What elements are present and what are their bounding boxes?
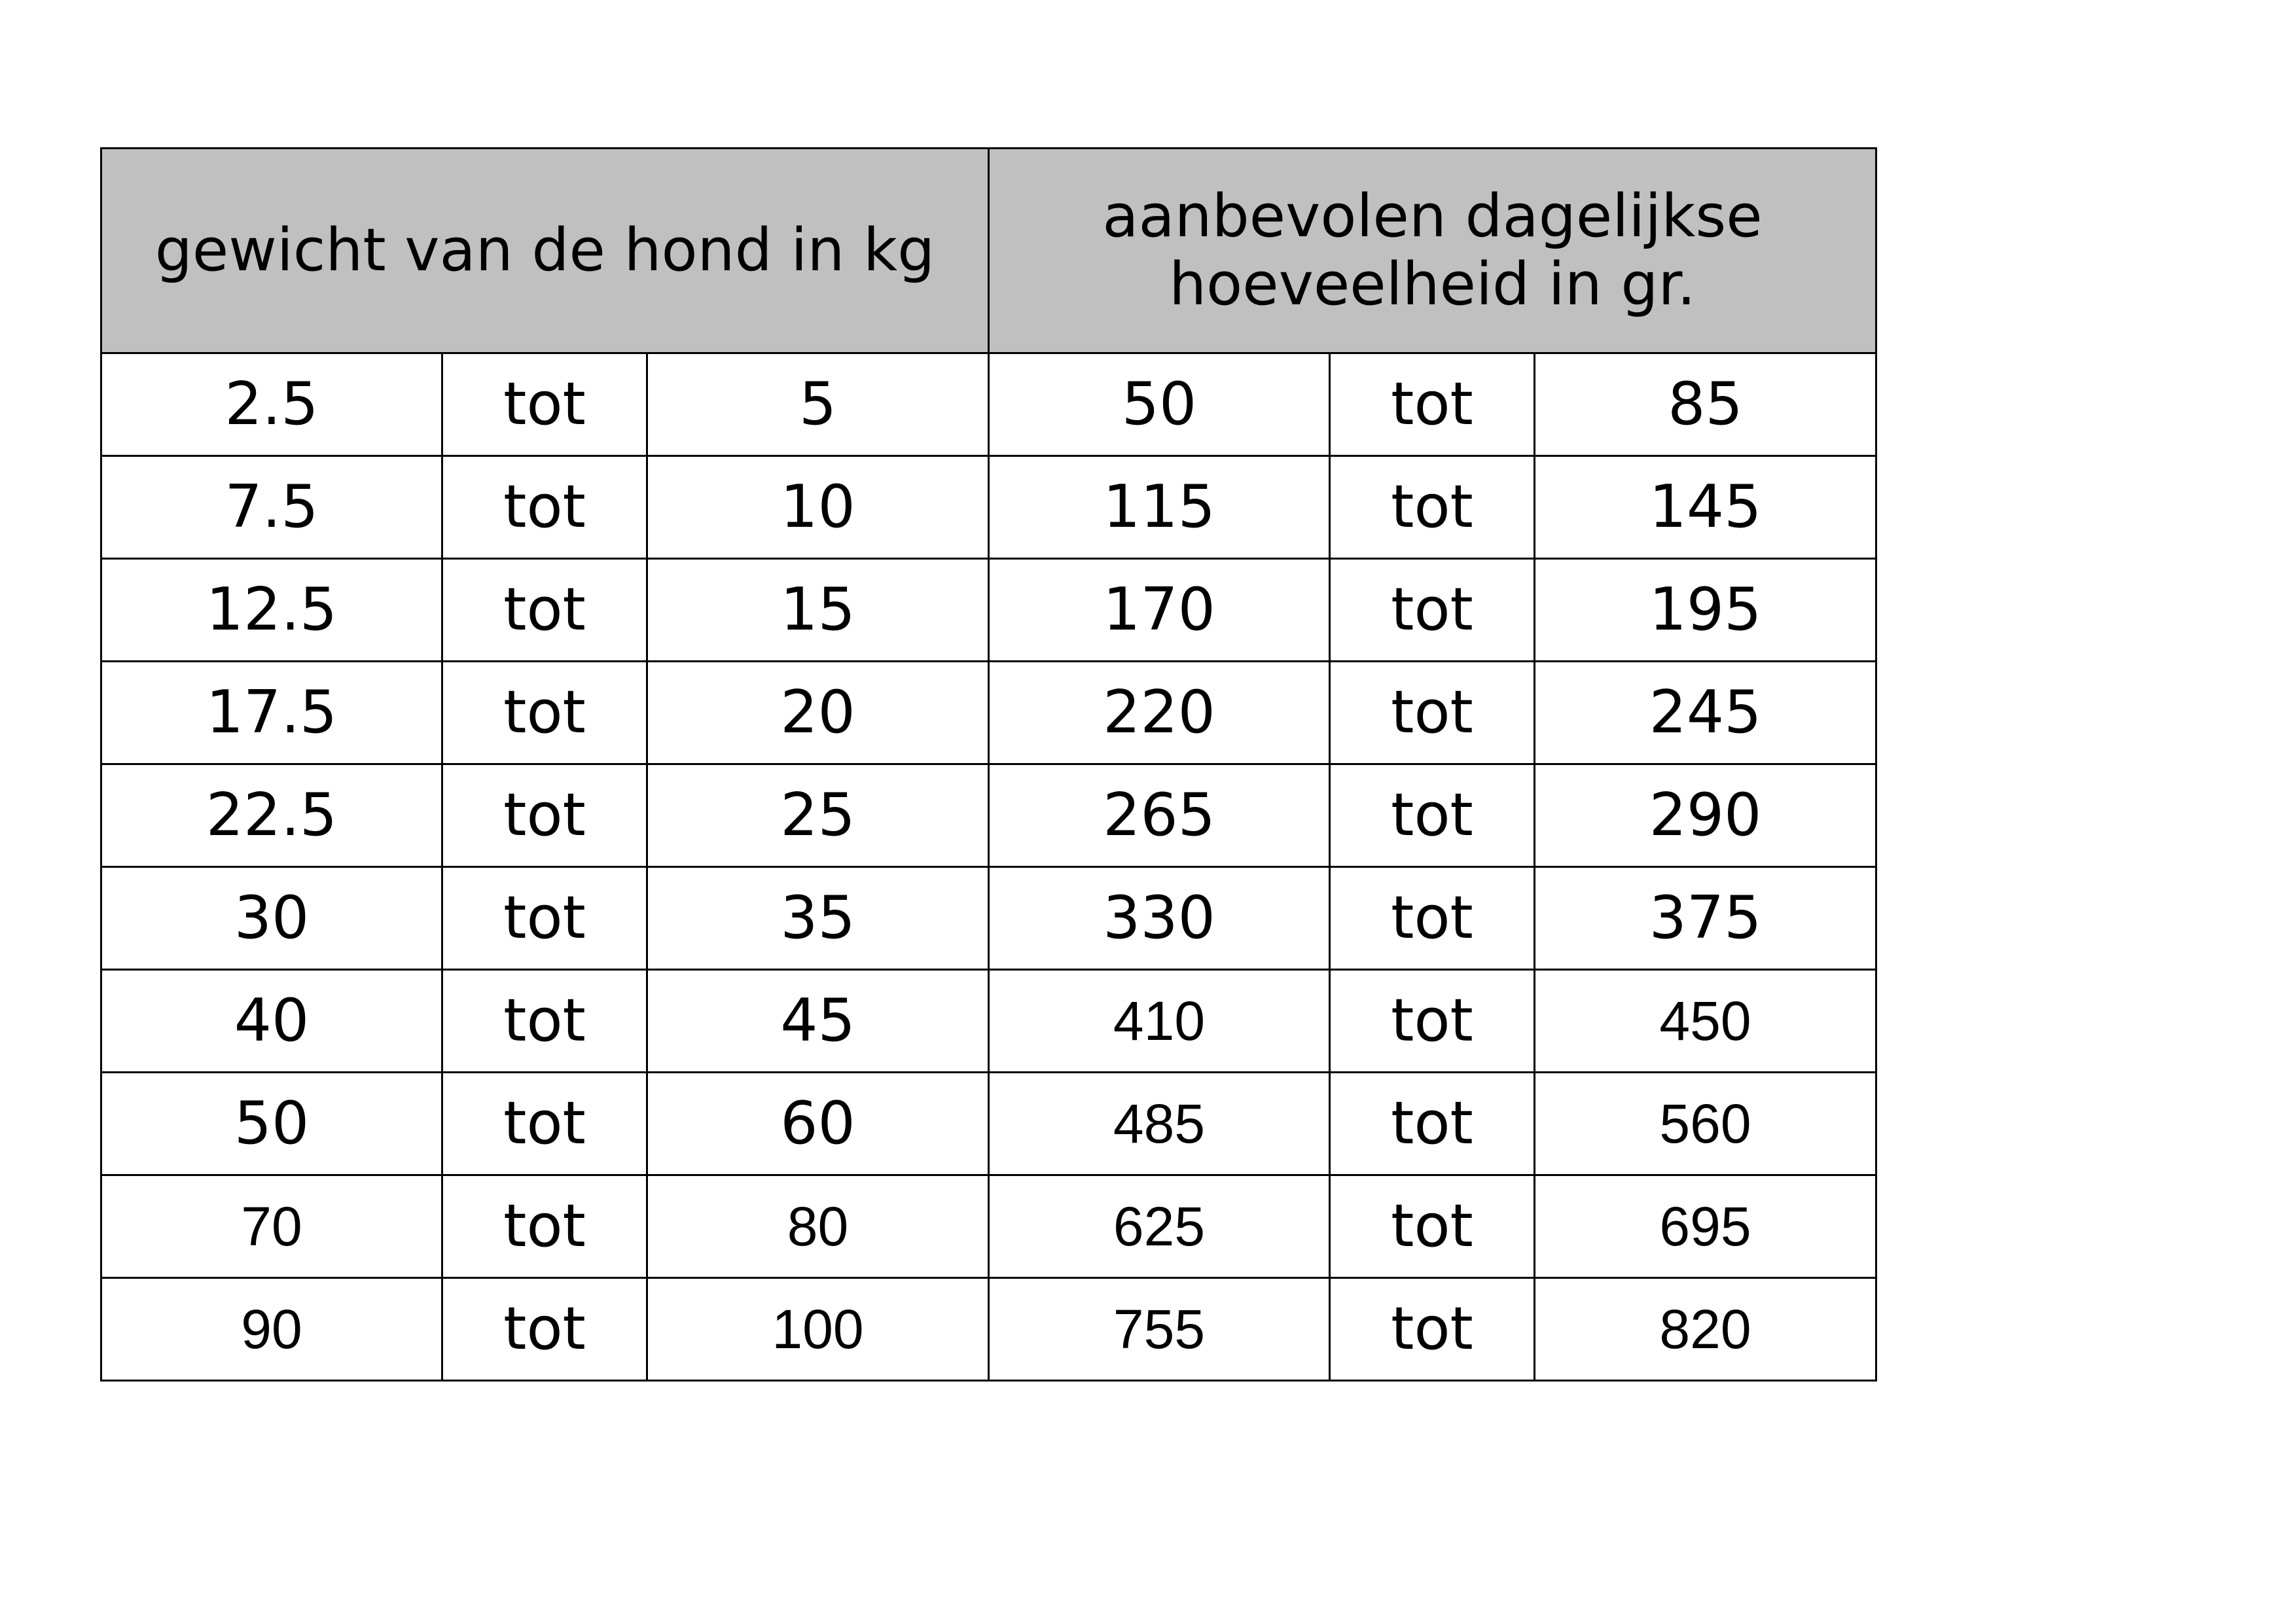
separator-cell: tot — [442, 456, 647, 559]
separator-cell: tot — [442, 353, 647, 456]
separator-cell: tot — [1330, 1278, 1535, 1381]
weight-from-cell: 17.5 — [101, 662, 442, 764]
amount-to-cell: 195 — [1535, 559, 1876, 662]
weight-to-cell: 5 — [647, 353, 989, 456]
separator-cell: tot — [1330, 867, 1535, 970]
weight-from-cell: 40 — [101, 970, 442, 1073]
separator-cell: tot — [1330, 970, 1535, 1073]
separator-cell: tot — [442, 662, 647, 764]
amount-to-cell: 560 — [1535, 1073, 1876, 1175]
amount-from-cell: 265 — [989, 764, 1330, 867]
separator-cell: tot — [1330, 764, 1535, 867]
weight-from-cell: 12.5 — [101, 559, 442, 662]
weight-from-cell: 22.5 — [101, 764, 442, 867]
header-amount-line1: aanbevolen dagelijkse — [1102, 182, 1763, 251]
amount-from-cell: 755 — [989, 1278, 1330, 1381]
amount-to-cell: 695 — [1535, 1175, 1876, 1278]
amount-from-cell: 115 — [989, 456, 1330, 559]
weight-to-cell: 45 — [647, 970, 989, 1073]
separator-cell: tot — [442, 764, 647, 867]
table-row — [101, 970, 1876, 1073]
weight-from-cell: 70 — [101, 1175, 442, 1278]
weight-to-cell: 25 — [647, 764, 989, 867]
amount-from-cell: 170 — [989, 559, 1330, 662]
weight-to-cell: 100 — [647, 1278, 989, 1381]
table-row — [101, 1175, 1876, 1278]
amount-to-cell: 145 — [1535, 456, 1876, 559]
weight-to-cell: 10 — [647, 456, 989, 559]
header-weight: gewicht van de hond in kg — [101, 149, 989, 353]
separator-cell: tot — [1330, 1175, 1535, 1278]
amount-to-cell: 820 — [1535, 1278, 1876, 1381]
separator-cell: tot — [1330, 353, 1535, 456]
header-row — [101, 149, 1876, 353]
amount-to-cell: 375 — [1535, 867, 1876, 970]
table-row — [101, 559, 1876, 662]
weight-to-cell: 80 — [647, 1175, 989, 1278]
amount-from-cell: 625 — [989, 1175, 1330, 1278]
amount-from-cell: 410 — [989, 970, 1330, 1073]
separator-cell: tot — [442, 1278, 647, 1381]
table-row — [101, 1278, 1876, 1381]
table-row — [101, 1073, 1876, 1175]
header-amount-line2: hoeveelheid in gr. — [1169, 250, 1696, 319]
weight-to-cell: 15 — [647, 559, 989, 662]
table-row — [101, 456, 1876, 559]
amount-from-cell: 485 — [989, 1073, 1330, 1175]
amount-from-cell: 220 — [989, 662, 1330, 764]
table-row — [101, 662, 1876, 764]
table-row — [101, 353, 1876, 456]
separator-cell: tot — [442, 1175, 647, 1278]
separator-cell: tot — [1330, 662, 1535, 764]
table-row — [101, 867, 1876, 970]
amount-from-cell: 50 — [989, 353, 1330, 456]
weight-from-cell: 30 — [101, 867, 442, 970]
weight-from-cell: 50 — [101, 1073, 442, 1175]
header-amount — [989, 149, 1876, 353]
amount-to-cell: 290 — [1535, 764, 1876, 867]
amount-to-cell: 245 — [1535, 662, 1876, 764]
table-row — [101, 764, 1876, 867]
weight-from-cell: 7.5 — [101, 456, 442, 559]
weight-to-cell: 60 — [647, 1073, 989, 1175]
separator-cell: tot — [442, 559, 647, 662]
weight-from-cell: 2.5 — [101, 353, 442, 456]
amount-from-cell: 330 — [989, 867, 1330, 970]
separator-cell: tot — [442, 1073, 647, 1175]
separator-cell: tot — [442, 970, 647, 1073]
separator-cell: tot — [442, 867, 647, 970]
amount-to-cell: 85 — [1535, 353, 1876, 456]
feeding-table — [100, 147, 1877, 1382]
separator-cell: tot — [1330, 1073, 1535, 1175]
separator-cell: tot — [1330, 456, 1535, 559]
weight-to-cell: 35 — [647, 867, 989, 970]
weight-to-cell: 20 — [647, 662, 989, 764]
weight-from-cell: 90 — [101, 1278, 442, 1381]
amount-to-cell: 450 — [1535, 970, 1876, 1073]
separator-cell: tot — [1330, 559, 1535, 662]
